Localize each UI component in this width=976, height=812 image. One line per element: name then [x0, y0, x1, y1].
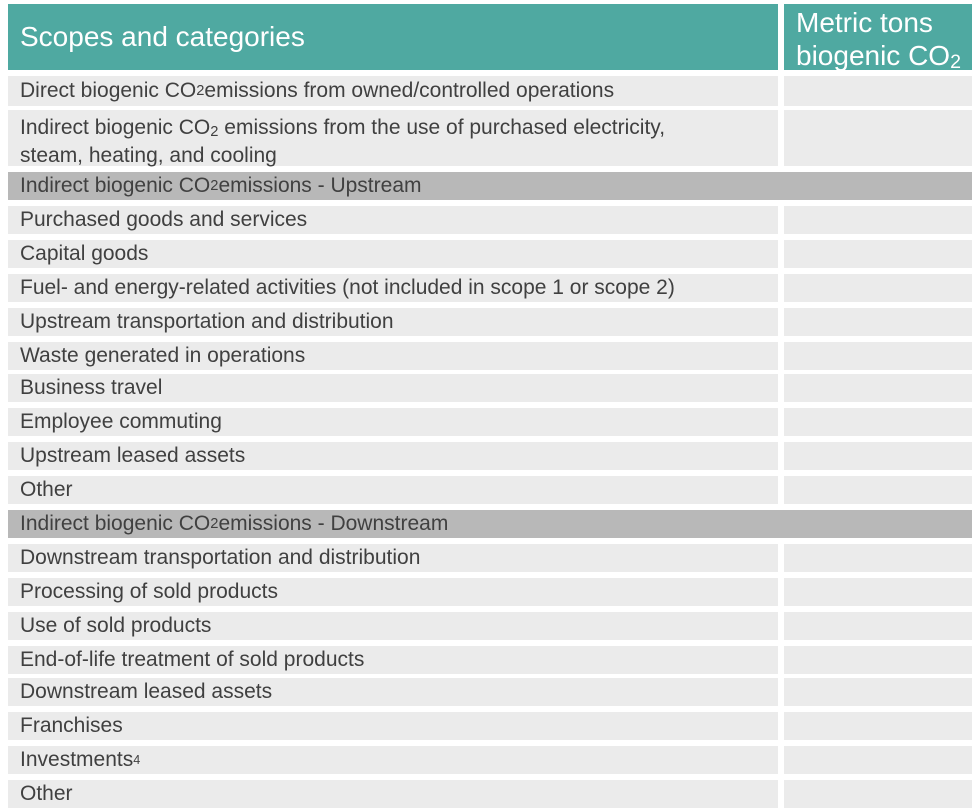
table-row — [0, 646, 976, 674]
table-row — [0, 578, 976, 606]
value-cell[interactable] — [784, 746, 972, 774]
value-cell[interactable] — [784, 274, 972, 302]
row-label: Downstream transportation and distribution — [8, 544, 778, 572]
value-cell[interactable] — [784, 110, 972, 166]
value-cell[interactable] — [784, 442, 972, 470]
value-cell[interactable] — [784, 308, 972, 336]
row-label: Other — [8, 476, 778, 504]
row-label: Direct biogenic CO 2 emissions from owned/controlled operations — [8, 76, 778, 106]
value-cell[interactable] — [784, 646, 972, 674]
value-cell[interactable] — [784, 342, 972, 370]
table-row — [0, 746, 976, 774]
row-label: Business travel — [8, 374, 778, 402]
row-label: Franchises — [8, 712, 778, 740]
row-label: Upstream leased assets — [8, 442, 778, 470]
section-header-downstream — [0, 510, 976, 538]
table-row — [0, 76, 976, 106]
value-cell[interactable] — [784, 678, 972, 706]
table-row — [0, 442, 976, 470]
value-cell[interactable] — [784, 76, 972, 106]
value-cell[interactable] — [784, 780, 972, 808]
row-label: Indirect biogenic $CO_2$ emissions from the use of purchased electricity, steam, heating, and cooling — [8, 110, 778, 166]
row-label: Employee commuting — [8, 408, 778, 436]
header-metric-tons — [784, 4, 972, 73]
value-cell[interactable] — [784, 374, 972, 402]
row-label: Capital goods — [8, 240, 778, 268]
table-row — [0, 712, 976, 740]
table-row — [0, 342, 976, 370]
value-cell[interactable] — [784, 408, 972, 436]
value-cell[interactable] — [784, 612, 972, 640]
value-cell[interactable] — [784, 578, 972, 606]
table-row — [0, 544, 976, 572]
header-metric-line1: Metric tons — [796, 7, 933, 38]
value-cell[interactable] — [784, 712, 972, 740]
value-cell[interactable] — [784, 206, 972, 234]
value-cell[interactable] — [784, 476, 972, 504]
row-label: Investments 4 — [8, 746, 778, 774]
table-row — [0, 612, 976, 640]
table-row — [0, 476, 976, 504]
table-row — [0, 408, 976, 436]
row-label: End-of-life treatment of sold products — [8, 646, 778, 674]
row-label: Processing of sold products — [8, 578, 778, 606]
header-scopes-label: Scopes and categories — [20, 21, 305, 52]
row-label: Purchased goods and services — [8, 206, 778, 234]
table-row — [0, 110, 976, 166]
table-row — [0, 780, 976, 808]
table-row — [0, 678, 976, 706]
row-label: Upstream transportation and distribution — [8, 308, 778, 336]
table-row — [0, 274, 976, 302]
row-label: Waste generated in operations — [8, 342, 778, 370]
row-label: Downstream leased assets — [8, 678, 778, 706]
table-row — [0, 308, 976, 336]
row-label: Other — [8, 780, 778, 808]
value-cell[interactable] — [784, 544, 972, 572]
section-header-upstream — [0, 172, 976, 200]
row-label: Fuel- and energy-related activities (not included in scope 1 or scope 2) — [8, 274, 778, 302]
table-row — [0, 240, 976, 268]
section-label: Indirect biogenic CO 2 emissions - Upstream — [8, 172, 972, 200]
value-cell[interactable] — [784, 240, 972, 268]
table-row — [0, 206, 976, 234]
section-label: Indirect biogenic CO 2 emissions - Downstream — [8, 510, 972, 538]
row-label: Use of sold products — [8, 612, 778, 640]
header-metric-line2: biogenic $CO_2$ — [796, 40, 961, 73]
header-scopes-categories — [8, 4, 778, 70]
table-row — [0, 374, 976, 402]
